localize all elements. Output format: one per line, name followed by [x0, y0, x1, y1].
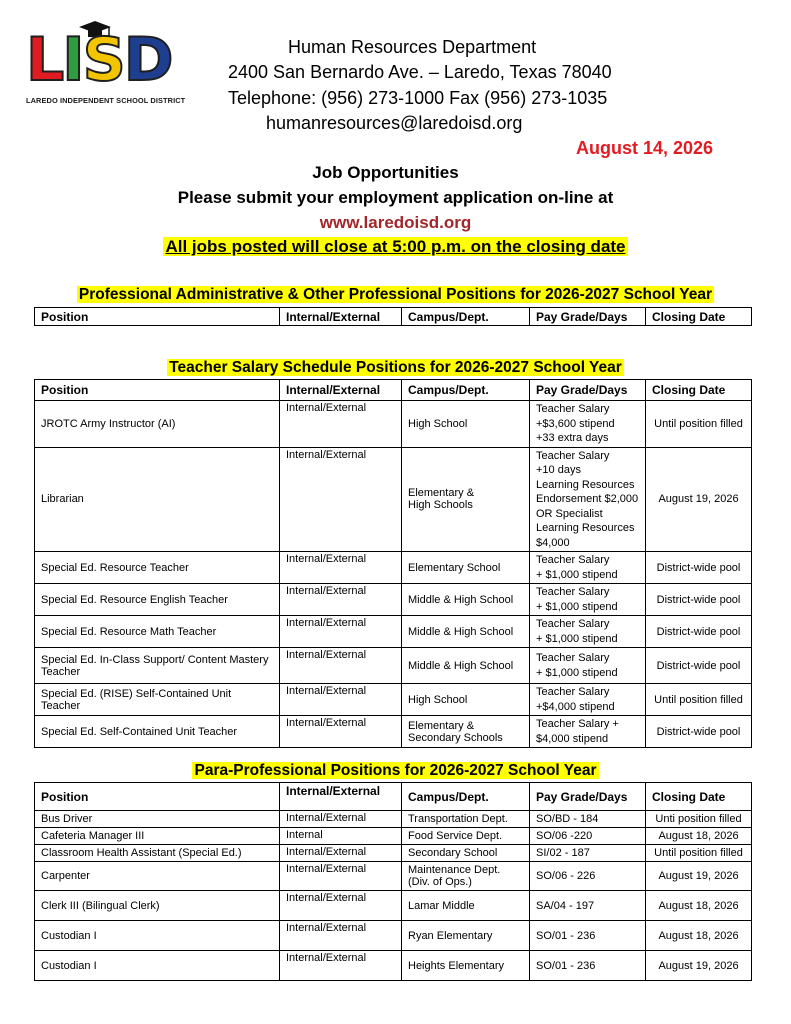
internal-external-cell: Internal/External — [280, 951, 402, 981]
logo-letters — [26, 25, 172, 95]
internal-external-cell: Internal/External — [280, 862, 402, 891]
pay-grade-cell: SI/02 - 187 — [530, 845, 646, 862]
table-row — [35, 845, 752, 862]
logo-tagline: LAREDO INDEPENDENT SCHOOL DISTRICT — [26, 96, 186, 105]
column-header-campus: Campus/Dept. — [402, 380, 530, 401]
closing-date-cell: Until position filled — [646, 684, 752, 716]
table-row — [35, 828, 752, 845]
internal-external-cell: Internal/External — [280, 811, 402, 828]
position-cell: Special Ed. Resource Math Teacher — [35, 616, 280, 648]
campus-cell: Heights Elementary — [402, 951, 530, 981]
internal-external-cell: Internal/External — [280, 648, 402, 684]
position-cell: Librarian — [35, 447, 280, 552]
logo-letter-l: L — [26, 25, 63, 95]
closing-notice-text: All jobs posted will close at 5:00 p.m. on the closing date — [165, 237, 626, 256]
closing-date-cell: Until position filled — [646, 401, 752, 448]
campus-cell: Maintenance Dept. (Div. of Ops.) — [402, 862, 530, 891]
campus-cell: Middle & High School — [402, 648, 530, 684]
campus-cell: Lamar Middle — [402, 891, 530, 921]
internal-external-cell: Internal/External — [280, 447, 402, 552]
position-cell: Special Ed. (RISE) Self-Contained Unit Teacher — [35, 684, 280, 716]
pay-grade-cell: SO/06 -220 — [530, 828, 646, 845]
closing-date-cell: Until position filled — [646, 845, 752, 862]
position-cell: JROTC Army Instructor (AI) — [35, 401, 280, 448]
table-row — [35, 648, 752, 684]
closing-date-cell: August 19, 2026 — [646, 951, 752, 981]
pay-grade-cell: Teacher Salary + $1,000 stipend — [530, 616, 646, 648]
campus-cell: Elementary & High Schools — [402, 447, 530, 552]
closing-date-cell: August 19, 2026 — [646, 862, 752, 891]
internal-external-cell: Internal/External — [280, 401, 402, 448]
teacher-section-title-text: Teacher Salary Schedule Positions for 2026-2027 School Year — [169, 359, 622, 376]
column-header-internal-external: Internal/External — [280, 380, 402, 401]
para-section-title — [0, 762, 791, 780]
position-cell: Custodian I — [35, 951, 280, 981]
professional-positions-table — [34, 307, 752, 326]
table-header-row — [35, 308, 752, 326]
table-header-row — [35, 783, 752, 811]
column-header-pay-grade: Pay Grade/Days — [530, 783, 646, 811]
internal-external-cell: Internal — [280, 828, 402, 845]
table-row — [35, 891, 752, 921]
page-title: Job Opportunities — [312, 163, 459, 182]
position-cell: Classroom Health Assistant (Special Ed.) — [35, 845, 280, 862]
campus-cell: High School — [402, 684, 530, 716]
table-row — [35, 951, 752, 981]
internal-external-cell: Internal/External — [280, 716, 402, 748]
pay-grade-cell: Teacher Salary + $1,000 stipend — [530, 648, 646, 684]
column-header-position: Position — [35, 783, 280, 811]
column-header-position: Position — [35, 308, 280, 326]
professional-section-title — [0, 286, 791, 304]
column-header-closing-date: Closing Date — [646, 783, 752, 811]
closing-notice — [0, 237, 791, 257]
table-row — [35, 584, 752, 616]
table-header-row — [35, 380, 752, 401]
internal-external-cell: Internal/External — [280, 845, 402, 862]
pay-grade-cell: Teacher Salary +10 days Learning Resources Endorsement $2,000 OR Specialist Learning Resources $4,000 — [530, 447, 646, 552]
campus-cell: Transportation Dept. — [402, 811, 530, 828]
position-cell: Clerk III (Bilingual Clerk) — [35, 891, 280, 921]
posting-date: August 14, 2026 — [576, 138, 714, 158]
position-cell: Special Ed. Self-Contained Unit Teacher — [35, 716, 280, 748]
logo-letter-s: S — [82, 25, 124, 95]
closing-date-cell: August 19, 2026 — [646, 447, 752, 552]
campus-cell: Elementary & Secondary Schools — [402, 716, 530, 748]
pay-grade-cell: SO/01 - 236 — [530, 951, 646, 981]
pay-grade-cell: Teacher Salary +$3,600 stipend +33 extra days — [530, 401, 646, 448]
position-cell: Special Ed. Resource English Teacher — [35, 584, 280, 616]
column-header-position: Position — [35, 380, 280, 401]
table-row — [35, 552, 752, 584]
column-header-internal-external: Internal/External — [280, 783, 402, 811]
position-cell: Special Ed. Resource Teacher — [35, 552, 280, 584]
website-link[interactable]: www.laredoisd.org — [319, 213, 472, 232]
pay-grade-cell: Teacher Salary + $1,000 stipend — [530, 584, 646, 616]
campus-cell: High School — [402, 401, 530, 448]
para-section-title-text: Para-Professional Positions for 2026-2027 School Year — [194, 762, 597, 779]
pay-grade-cell: Teacher Salary +$4,000 stipend — [530, 684, 646, 716]
address: 2400 San Bernardo Ave. – Laredo, Texas 78040 — [228, 62, 612, 82]
position-cell: Special Ed. In-Class Support/ Content Mastery Teacher — [35, 648, 280, 684]
para-positions-table — [34, 782, 752, 981]
internal-external-cell: Internal/External — [280, 684, 402, 716]
teacher-positions-table — [34, 379, 752, 748]
position-cell: Custodian I — [35, 921, 280, 951]
pay-grade-cell: Teacher Salary + $4,000 stipend — [530, 716, 646, 748]
closing-date-cell: August 18, 2026 — [646, 921, 752, 951]
closing-date-cell: District-wide pool — [646, 648, 752, 684]
position-cell: Cafeteria Manager III — [35, 828, 280, 845]
column-header-campus: Campus/Dept. — [402, 783, 530, 811]
internal-external-cell: Internal/External — [280, 921, 402, 951]
campus-cell: Middle & High School — [402, 584, 530, 616]
internal-external-cell: Internal/External — [280, 584, 402, 616]
closing-date-cell: District-wide pool — [646, 584, 752, 616]
column-header-campus: Campus/Dept. — [402, 308, 530, 326]
table-row — [35, 684, 752, 716]
column-header-internal-external: Internal/External — [280, 308, 402, 326]
table-row — [35, 401, 752, 448]
column-header-closing-date: Closing Date — [646, 380, 752, 401]
table-row — [35, 447, 752, 552]
column-header-closing-date: Closing Date — [646, 308, 752, 326]
pay-grade-cell: SO/01 - 236 — [530, 921, 646, 951]
table-row — [35, 716, 752, 748]
campus-cell: Food Service Dept. — [402, 828, 530, 845]
lisd-logo — [24, 20, 209, 110]
column-header-pay-grade: Pay Grade/Days — [530, 308, 646, 326]
position-cell: Bus Driver — [35, 811, 280, 828]
position-cell: Carpenter — [35, 862, 280, 891]
campus-cell: Elementary School — [402, 552, 530, 584]
pay-grade-cell: SA/04 - 197 — [530, 891, 646, 921]
campus-cell: Secondary School — [402, 845, 530, 862]
department-name: Human Resources Department — [288, 37, 537, 57]
table-row — [35, 811, 752, 828]
table-row — [35, 921, 752, 951]
closing-date-cell: Unti position filled — [646, 811, 752, 828]
logo-letter-d: D — [123, 25, 172, 95]
logo-letter-i: I — [62, 25, 83, 95]
internal-external-cell: Internal/External — [280, 891, 402, 921]
professional-section-title-text: Professional Administrative & Other Professional Positions for 2026-2027 School Year — [78, 286, 713, 303]
internal-external-cell: Internal/External — [280, 552, 402, 584]
submit-instruction: Please submit your employment application on-line at — [177, 188, 614, 207]
telephone: Telephone: (956) 273-1000 Fax (956) 273-1035 — [228, 88, 608, 108]
column-header-pay-grade: Pay Grade/Days — [530, 380, 646, 401]
closing-date-cell: August 18, 2026 — [646, 828, 752, 845]
internal-external-cell: Internal/External — [280, 616, 402, 648]
closing-date-cell: District-wide pool — [646, 716, 752, 748]
pay-grade-cell: SO/BD - 184 — [530, 811, 646, 828]
table-row — [35, 862, 752, 891]
campus-cell: Middle & High School — [402, 616, 530, 648]
table-row — [35, 616, 752, 648]
teacher-section-title — [0, 359, 791, 377]
email-address[interactable]: humanresources@laredoisd.org — [266, 113, 523, 133]
closing-date-cell: District-wide pool — [646, 552, 752, 584]
pay-grade-cell: Teacher Salary + $1,000 stipend — [530, 552, 646, 584]
closing-date-cell: August 18, 2026 — [646, 891, 752, 921]
pay-grade-cell: SO/06 - 226 — [530, 862, 646, 891]
campus-cell: Ryan Elementary — [402, 921, 530, 951]
closing-date-cell: District-wide pool — [646, 616, 752, 648]
